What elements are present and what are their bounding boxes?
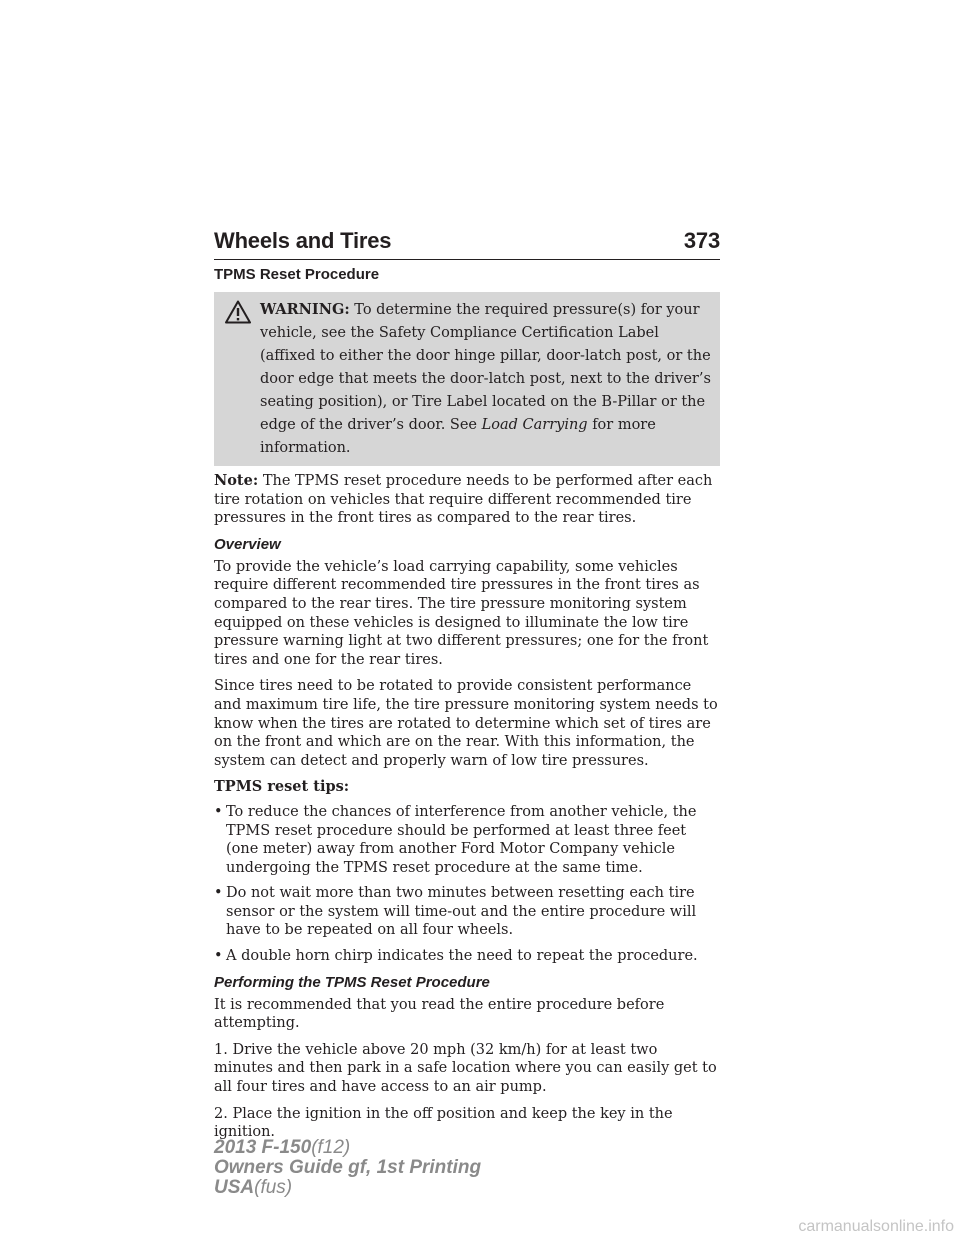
bullet: • <box>214 948 223 965</box>
tip-text: Do not wait more than two minutes between resetting each tire sensor or the system will time-out and the entire procedure will have to be repeated on all four wheels. <box>226 885 697 939</box>
header-rule <box>214 259 720 260</box>
bullet: • <box>214 803 223 820</box>
procedure-heading: Performing the TPMS Reset Procedure <box>214 973 490 991</box>
list-item <box>214 803 720 877</box>
tip-text: To reduce the chances of interference from another vehicle, the TPMS reset procedure should be performed at least three feet (one meter) away from another Ford Motor Company vehicle undergoing the TPMS reset procedure at the same time. <box>226 803 697 876</box>
page-title: TPMS Reset Procedure <box>214 266 380 283</box>
page-footer <box>214 1138 481 1198</box>
footer-line-3 <box>214 1178 481 1198</box>
footer-line-2 <box>214 1158 481 1178</box>
tips-list <box>214 803 720 966</box>
page-content <box>214 266 720 1150</box>
warning-text <box>214 298 714 460</box>
procedure-step-2: 2. Place the ignition in the off position and keep the key in the ignition. <box>214 1105 673 1141</box>
watermark: carmanualsonline.info <box>798 1218 954 1235</box>
page-header <box>214 228 720 254</box>
overview-paragraph-1: To provide the vehicle’s load carrying capability, some vehicles require different recommended tire pressures in the front tires as compared to the rear tires. The tire pressure monitoring system equipped on these vehicles is designed to illuminate the low tire pressure warning light at two different pressures; one for the front tires and one for the rear tires. <box>214 558 709 668</box>
note-label: Note: <box>214 472 259 489</box>
note-paragraph <box>214 472 720 528</box>
bullet: • <box>214 885 223 902</box>
overview-heading: Overview <box>214 535 281 553</box>
footer-line-1 <box>214 1138 481 1158</box>
footer-model-code: (f12) <box>311 1137 351 1158</box>
load-carrying-reference: Load Carrying <box>481 417 588 433</box>
footer-market-code: (fus) <box>254 1177 293 1198</box>
footer-model: 2013 F-150 <box>214 1137 312 1158</box>
footer-guide: Owners Guide gf, 1st Printing <box>214 1157 482 1178</box>
warning-label: WARNING: <box>260 301 350 318</box>
warning-tail: for more information. <box>260 417 656 456</box>
procedure-step-1: 1. Drive the vehicle above 20 mph (32 km/h) for at least two minutes and then park in a safe location where you can easily get to all four tires and have access to an air pump. <box>214 1041 717 1096</box>
tips-heading: TPMS reset tips: <box>214 778 350 796</box>
warning-triangle-icon <box>225 300 251 324</box>
warning-box <box>214 292 720 466</box>
section-title: Wheels and Tires <box>214 228 392 253</box>
page-number: 373 <box>683 228 720 253</box>
warning-body: To determine the required pressure(s) for your vehicle, see the Safety Compliance Certification Label (affixed to either the door hinge pillar, door-latch post, or the door edge that meets the door-latch post, next to the driver’s seating position), or Tire Label located on the B-Pillar or the edge of the driver’s door. See <box>260 302 711 433</box>
overview-paragraph-2: Since tires need to be rotated to provide consistent performance and maximum tire life, the tire pressure monitoring system needs to know when the tires are rotated to determine which set of tires are on the front and which are on the rear. With this information, the system can detect and properly warn of low tire pressures. <box>214 678 718 769</box>
tip-text: A double horn chirp indicates the need to repeat the procedure. <box>226 948 698 965</box>
footer-market: USA <box>214 1177 255 1198</box>
list-item <box>214 947 720 966</box>
note-text: The TPMS reset procedure needs to be performed after each tire rotation on vehicles that require different recommended tire pressures in the front tires as compared to the rear tires. <box>214 473 713 527</box>
procedure-intro: It is recommended that you read the entire procedure before attempting. <box>214 996 665 1032</box>
list-item <box>214 884 720 940</box>
